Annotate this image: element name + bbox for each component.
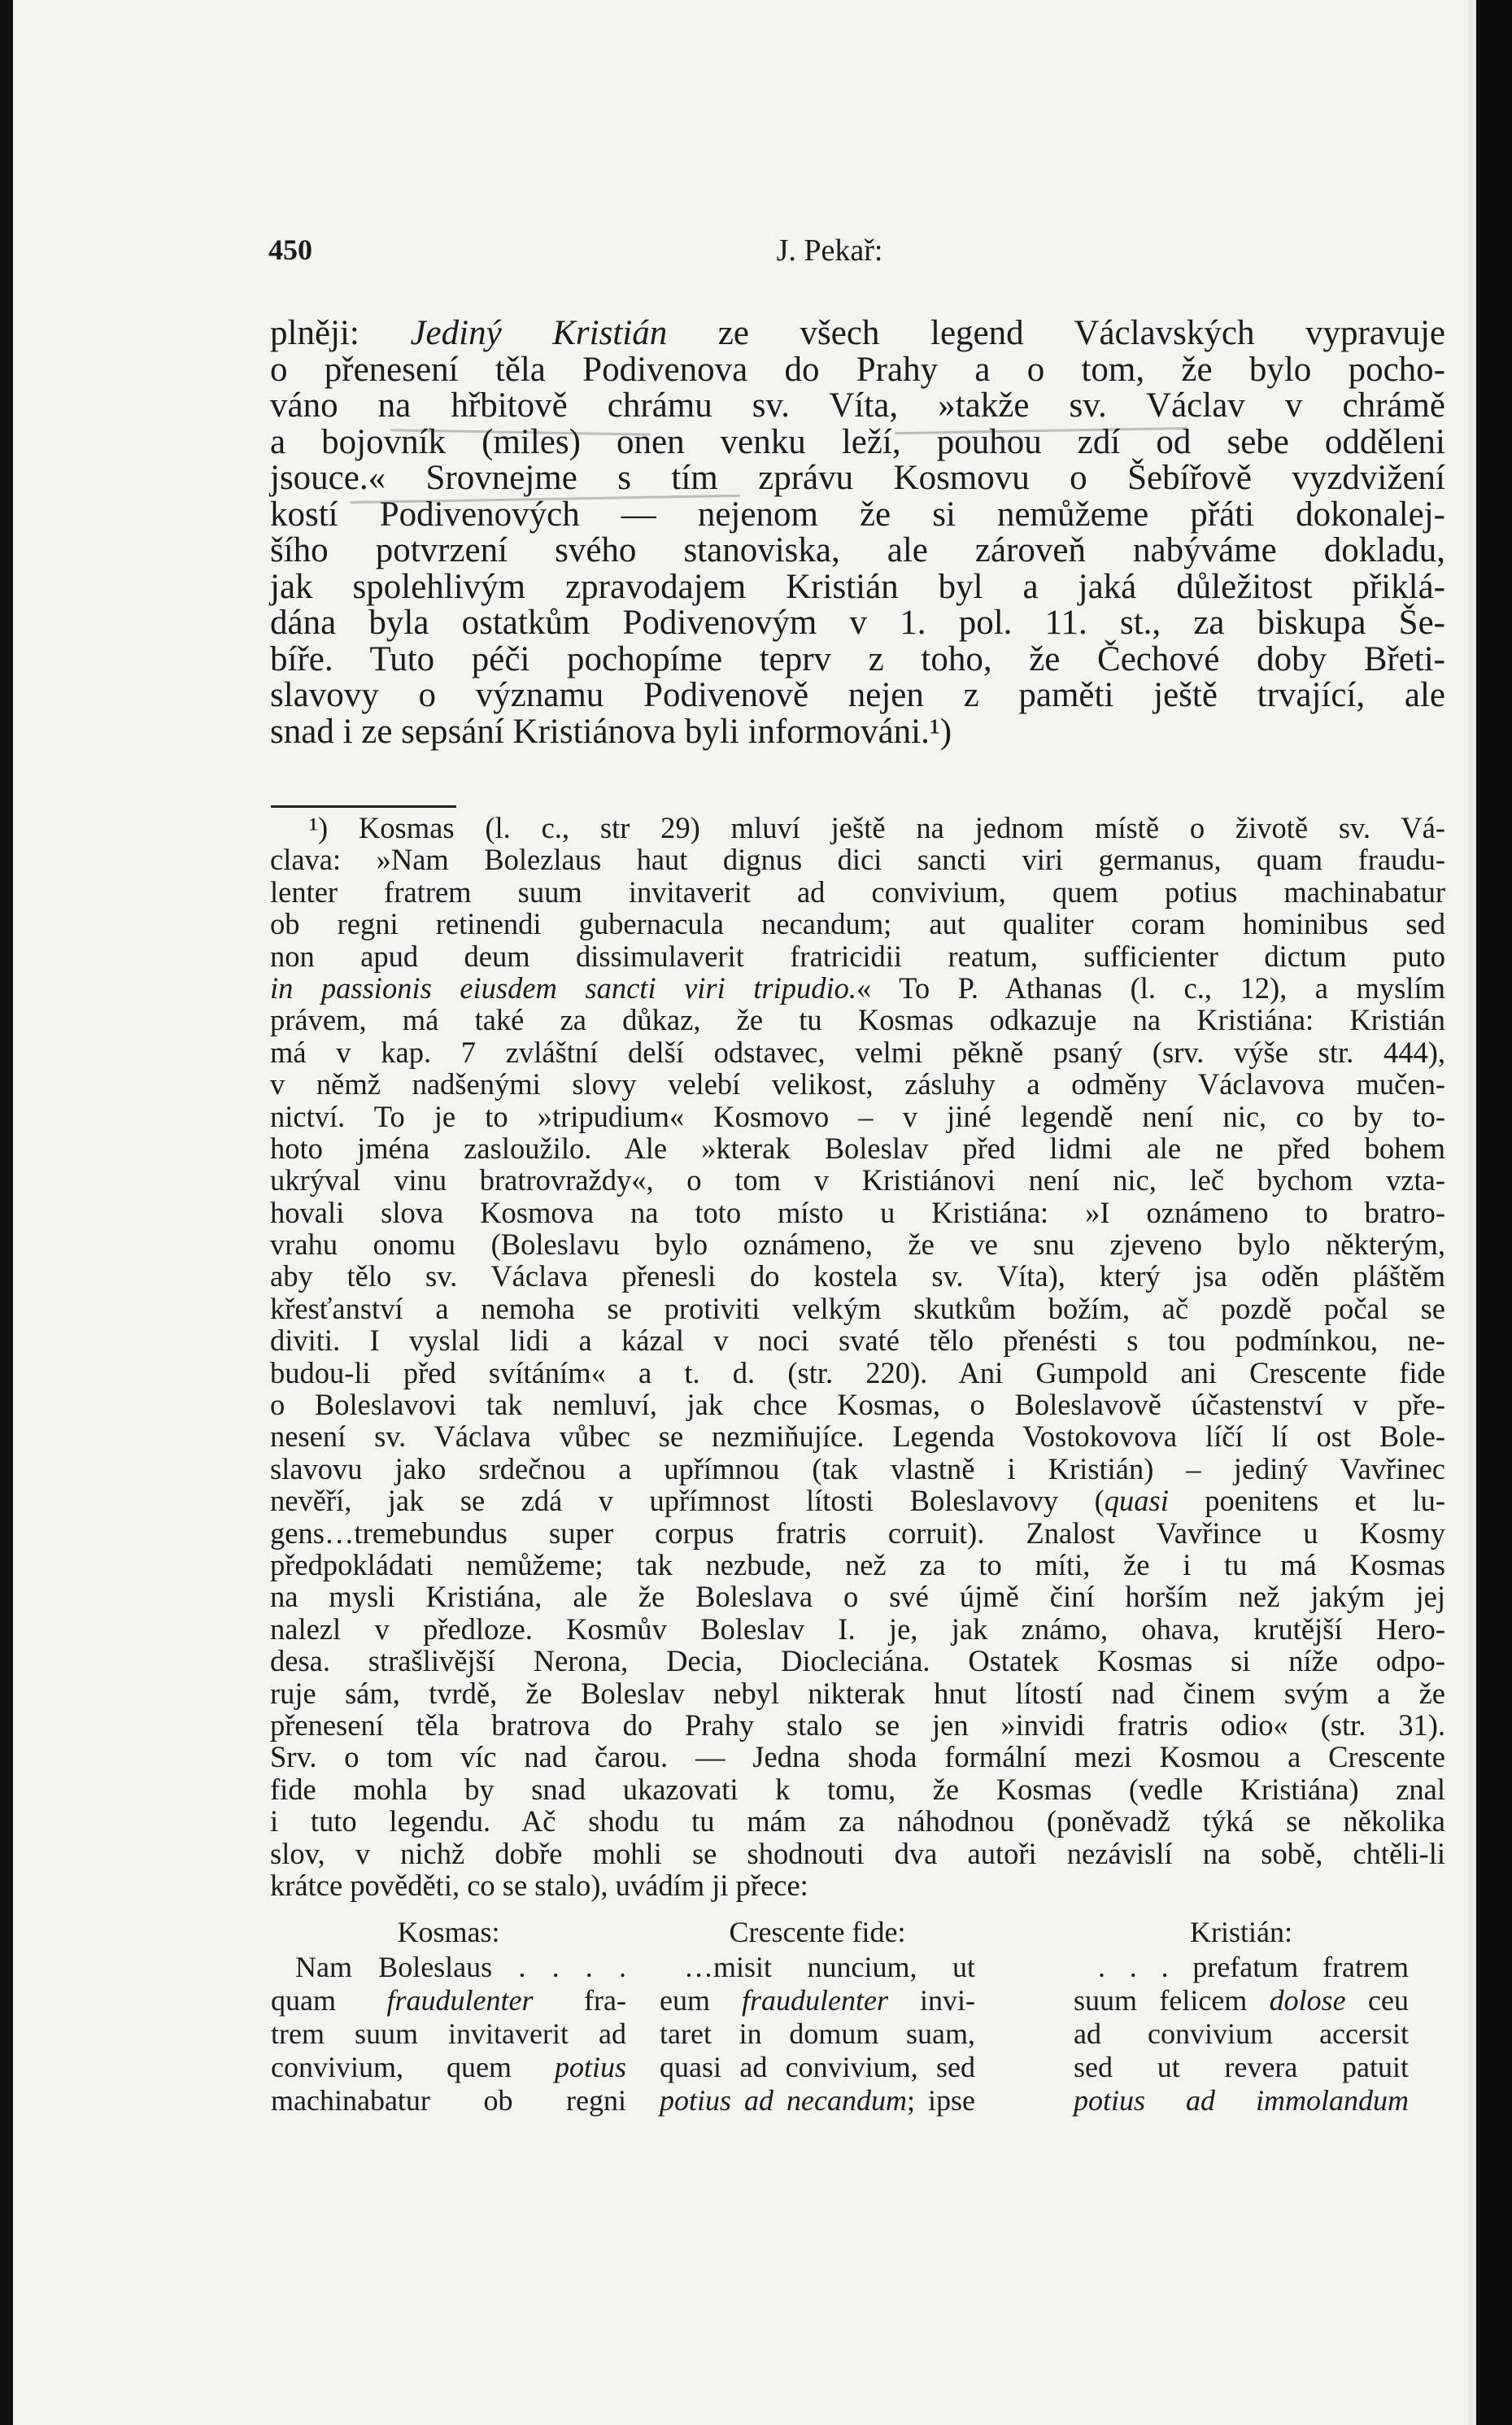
text-run: fide mohla by snad ukazovati k tomu, že Kosmas (vedle Kristiána) znal: [270, 1772, 1445, 1806]
text-line: [271, 1984, 626, 2017]
text-line: [1074, 1984, 1409, 2017]
text-run: desa. strašlivější Nerona, Decia, Diocleciána. Ostatek Kosmas si níže odpo-: [270, 1644, 1445, 1678]
column-crescente-fide: [660, 1913, 975, 2118]
italic-text-run: in passionis eiusdem sancti viri tripudio.: [270, 970, 857, 1005]
text-run: a bojovník (miles) onen venku leží, pouhou zdí od sebe odděleni: [270, 422, 1445, 461]
page-number: 450: [268, 233, 312, 266]
text-line: [270, 876, 1445, 908]
text-line: [270, 1485, 1445, 1516]
text-line: [270, 1645, 1445, 1677]
text-line: [270, 388, 1445, 425]
text-run: bíře. Tuto péči pochopíme teprv z toho, že Čechové doby Břeti-: [270, 639, 1445, 678]
text-run: ; ipse: [907, 2084, 976, 2117]
text-run: vrahu onomu (Boleslavu bylo oznámeno, že ve snu zjeveno bylo některým,: [270, 1228, 1445, 1262]
text-run: na mysli Kristiána, ale že Boleslava o své újmě činí horším než jakým jej: [270, 1580, 1445, 1614]
italic-text-run: Jediný Kristián: [410, 314, 668, 352]
text-line: [270, 352, 1445, 389]
text-line: [271, 2017, 626, 2051]
text-line: [270, 1357, 1445, 1389]
text-line: [660, 1951, 975, 1984]
text-run: ukrýval vinu bratrovraždy«, o tom v Kristiánovi není nic, leč bychom vzta-: [270, 1163, 1445, 1197]
text-run: nesení sv. Václava vůbec se nezmiňujíce. Legenda Vostokovova líčí lí ost Bole-: [270, 1420, 1445, 1454]
text-run: lenter fratrem suum invitaverit ad convivium, quem potius machinabatur: [270, 874, 1445, 909]
column-kristian: [1074, 1913, 1409, 2118]
text-run: gens…tremebundus super corpus fratris corruit). Znalost Vavřince u Kosmy: [270, 1516, 1445, 1550]
text-line: [271, 2051, 626, 2084]
text-line: [1074, 2051, 1409, 2084]
text-line: [270, 460, 1445, 497]
text-line: [270, 316, 1445, 352]
footnote: [270, 812, 1445, 1901]
text-run: . . . prefatum fratrem: [1098, 1951, 1409, 1983]
text-line: [270, 1517, 1445, 1549]
text-run: sed ut revera patuit: [1074, 2051, 1409, 2083]
italic-text-run: potius: [554, 2051, 626, 2083]
text-line: [270, 1581, 1445, 1612]
text-line: [270, 1805, 1445, 1837]
text-line: [270, 972, 1445, 1004]
text-run: slavovy o významu Podivenově nejen z paměti ještě trvající, ale: [270, 676, 1445, 714]
text-run: právem, má také za důkaz, že tu Kosmas odkazuje na Kristiána: Kristián: [270, 1003, 1445, 1037]
italic-text-run: dolose: [1269, 1984, 1346, 2017]
text-run: o Boleslavovi tak nemluví, jak chce Kosmas, o Boleslavově účastenství v pře-: [270, 1388, 1445, 1422]
text-line: [270, 533, 1445, 569]
text-line: [270, 1389, 1445, 1420]
text-line: [270, 422, 1445, 461]
text-line: [660, 2084, 975, 2118]
text-line: [270, 1869, 1445, 1901]
text-line: [270, 1197, 1445, 1228]
text-run: poenitens et lu-: [1168, 1484, 1445, 1518]
text-run: nevěří, jak se zdá v upřímnost lítosti Boleslavovy (: [270, 1484, 1105, 1518]
text-run: suum felicem: [1074, 1984, 1270, 2017]
text-line: [270, 812, 1445, 844]
footnote-rule: [271, 805, 456, 808]
text-line: [270, 844, 1445, 875]
italic-text-run: quasi: [1104, 1484, 1169, 1518]
text-line: [660, 1984, 975, 2017]
text-run: taret in domum suam,: [660, 2017, 975, 2050]
text-line: [270, 1709, 1445, 1741]
text-run: snad i ze sepsání Kristiánova byli informováni.¹): [270, 712, 952, 751]
text-run: quam: [271, 1984, 387, 2017]
italic-text-run: potius ad necandum: [660, 2084, 907, 2117]
text-run: ¹) Kosmas (l. c., str 29) mluví ještě na jednom místě o životě sv. Vá-: [309, 811, 1445, 844]
italic-text-run: fraudulenter: [386, 1984, 534, 2017]
text-line: [270, 1549, 1445, 1581]
text-run: o přenesení těla Podivenova do Prahy a o tom, že bylo pocho-: [270, 350, 1445, 389]
text-line: [270, 1773, 1445, 1805]
text-run: plněji:: [270, 314, 411, 352]
text-run: předpokládati nemůžeme; tak nezbude, než za to míti, že i tu má Kosmas: [270, 1547, 1445, 1581]
text-line: [270, 1164, 1445, 1196]
text-run: nictví. To je to »tripudium« Kosmovo – v jiné legendě není nic, co by to-: [270, 1099, 1445, 1133]
text-run: machinabatur ob regni: [271, 2084, 626, 2117]
text-line: [270, 1420, 1445, 1452]
text-run: hovali slova Kosmova na toto místo u Kristiána: »I oznámeno to bratro-: [270, 1195, 1445, 1229]
running-head: J. Pekař:: [776, 233, 883, 268]
text-run: ob regni retinendi gubernacula necandum; aut qualiter coram hominibus sed: [270, 907, 1445, 941]
italic-text-run: potius ad immolandum: [1074, 2084, 1409, 2117]
text-line: [270, 1260, 1445, 1292]
text-run: i tuto legendu. Ač shodu tu mám za náhodnou (poněvadž týká se několika: [270, 1804, 1445, 1838]
text-run: hoto jména zasloužilo. Ale »kterak Boleslav před lidmi ale ne před bohem: [270, 1131, 1445, 1165]
text-run: fra-: [533, 1984, 626, 2017]
text-run: kostí Podivenových — nejenom že si nemůžeme přáti dokonalej-: [270, 495, 1445, 534]
text-line: [270, 1132, 1445, 1164]
text-line: [270, 1036, 1445, 1068]
text-run: invi-: [887, 1984, 975, 2017]
scan-border-left: [0, 0, 13, 2425]
text-run: trem suum invitaverit ad: [271, 2017, 626, 2050]
text-run: Nam Boleslaus . . . .: [295, 1951, 626, 1983]
text-line: [270, 908, 1445, 940]
text-run: aby tělo sv. Václava přenesli do kostela sv. Víta), který jsa oděn pláštěm: [270, 1259, 1445, 1293]
text-run: váno na hřbitově chrámu sv. Víta, »takže sv. Václav v chrámě: [270, 386, 1445, 425]
text-line: [1074, 1951, 1409, 1984]
text-run: Srv. o tom víc nad čarou. — Jedna shoda formální mezi Kosmou a Crescente: [270, 1740, 1445, 1774]
text-run: budou-li před svítáním« a t. d. (str. 220). Ani Gumpold ani Crescente fide: [270, 1355, 1445, 1389]
text-run: non apud deum dissimulaverit fratricidii reatum, sufficienter dictum puto: [270, 939, 1445, 973]
text-line: [270, 1228, 1445, 1260]
text-run: jak spolehlivým zpravodajem Kristián byl a jaká důležitost přiklá-: [270, 567, 1445, 606]
text-run: jsouce.« Srovnejme s tím zprávu Kosmovu o Šebířově vyzdvižení: [270, 459, 1445, 497]
text-line: [270, 1613, 1445, 1645]
main-paragraph: [270, 316, 1445, 750]
text-run: slavovu jako srdečnou a upřímnou (tak vlastně i Kristián) – jediný Vavřinec: [270, 1451, 1445, 1485]
scan-gutter: [1468, 0, 1476, 2425]
column-heading: Kosmas:: [397, 1916, 500, 1948]
text-line: [271, 1951, 626, 1984]
text-run: dána byla ostatkům Podivenovým v 1. pol. 11. st., za biskupa Še-: [270, 604, 1445, 642]
text-run: clava: »Nam Bolezlaus haut dignus dici sancti viri germanus, quam fraudu-: [270, 843, 1445, 877]
text-run: ruje sám, tvrdě, že Boleslav nebyl nikterak hnut lítostí nad činem svým a že: [270, 1676, 1445, 1710]
text-line: [271, 2084, 626, 2118]
text-run: v němž nadšenými slovy velebí velikost, zásluhy a odměny Václavova mučen-: [270, 1067, 1445, 1101]
text-line: [270, 678, 1445, 714]
text-line: [270, 940, 1445, 972]
text-line: [270, 1101, 1445, 1132]
text-run: ceu: [1345, 1984, 1409, 2017]
text-run: ad convivium accersit: [1074, 2017, 1409, 2050]
text-run: krátce pověděti, co se stalo), uvádím ji přece:: [270, 1868, 808, 1902]
text-line: [270, 1838, 1445, 1869]
text-line: [660, 2051, 975, 2084]
text-line: [270, 605, 1445, 642]
text-run: nalezl v předloze. Kosmův Boleslav I. je, jak známo, ohava, krutější Hero-: [270, 1612, 1445, 1646]
text-run: křesťanství a nemoha se protiviti velkým skutkům božím, ač pozdě počal se: [270, 1291, 1445, 1325]
text-line: [270, 1453, 1445, 1485]
text-run: šího potvrzení svého stanoviska, ale zároveň nabýváme dokladu,: [270, 531, 1445, 569]
text-run: přenesení těla bratrova do Prahy stalo se jen »invidi fratris odio« (str. 31).: [270, 1708, 1445, 1742]
text-run: quasi ad convivium, sed: [660, 2051, 975, 2083]
text-line: [270, 1677, 1445, 1709]
column-heading: Kristián:: [1190, 1916, 1292, 1948]
column-kosmas: [271, 1913, 626, 2118]
text-line: [270, 639, 1445, 678]
text-line: [270, 714, 1445, 751]
text-run: eum: [660, 1984, 742, 2017]
text-run: convivium, quem: [271, 2051, 555, 2083]
text-run: diviti. I vyslal lidi a kázal v noci svaté tělo přenésti s tou podmínkou, ne-: [270, 1324, 1445, 1358]
text-run: « To P. Athanas (l. c., 12), a myslím: [856, 970, 1445, 1005]
text-line: [270, 1004, 1445, 1036]
text-line: [270, 1324, 1445, 1356]
text-line: [270, 497, 1445, 534]
italic-text-run: fraudulenter: [742, 1984, 888, 2017]
text-run: má v kap. 7 zvláštní delší odstavec, velmi pěkně psaný (srv. výše str. 444),: [270, 1035, 1445, 1069]
text-run: slov, v nichž dobře mohli se shodnouti dva autoři nezávislí na sobě, chtěli-li: [270, 1836, 1445, 1870]
text-line: [270, 1293, 1445, 1324]
text-run: …misit nuncium, ut: [684, 1951, 975, 1983]
text-line: [270, 569, 1445, 606]
text-line: [270, 1068, 1445, 1100]
text-line: [1074, 2084, 1409, 2118]
text-run: ze všech legend Václavských vypravuje: [667, 314, 1445, 352]
scan-border-right: [1476, 0, 1512, 2425]
column-heading: Crescente fide:: [729, 1916, 906, 1948]
text-line: [660, 2017, 975, 2051]
text-line: [270, 1741, 1445, 1773]
text-line: [1074, 2017, 1409, 2051]
